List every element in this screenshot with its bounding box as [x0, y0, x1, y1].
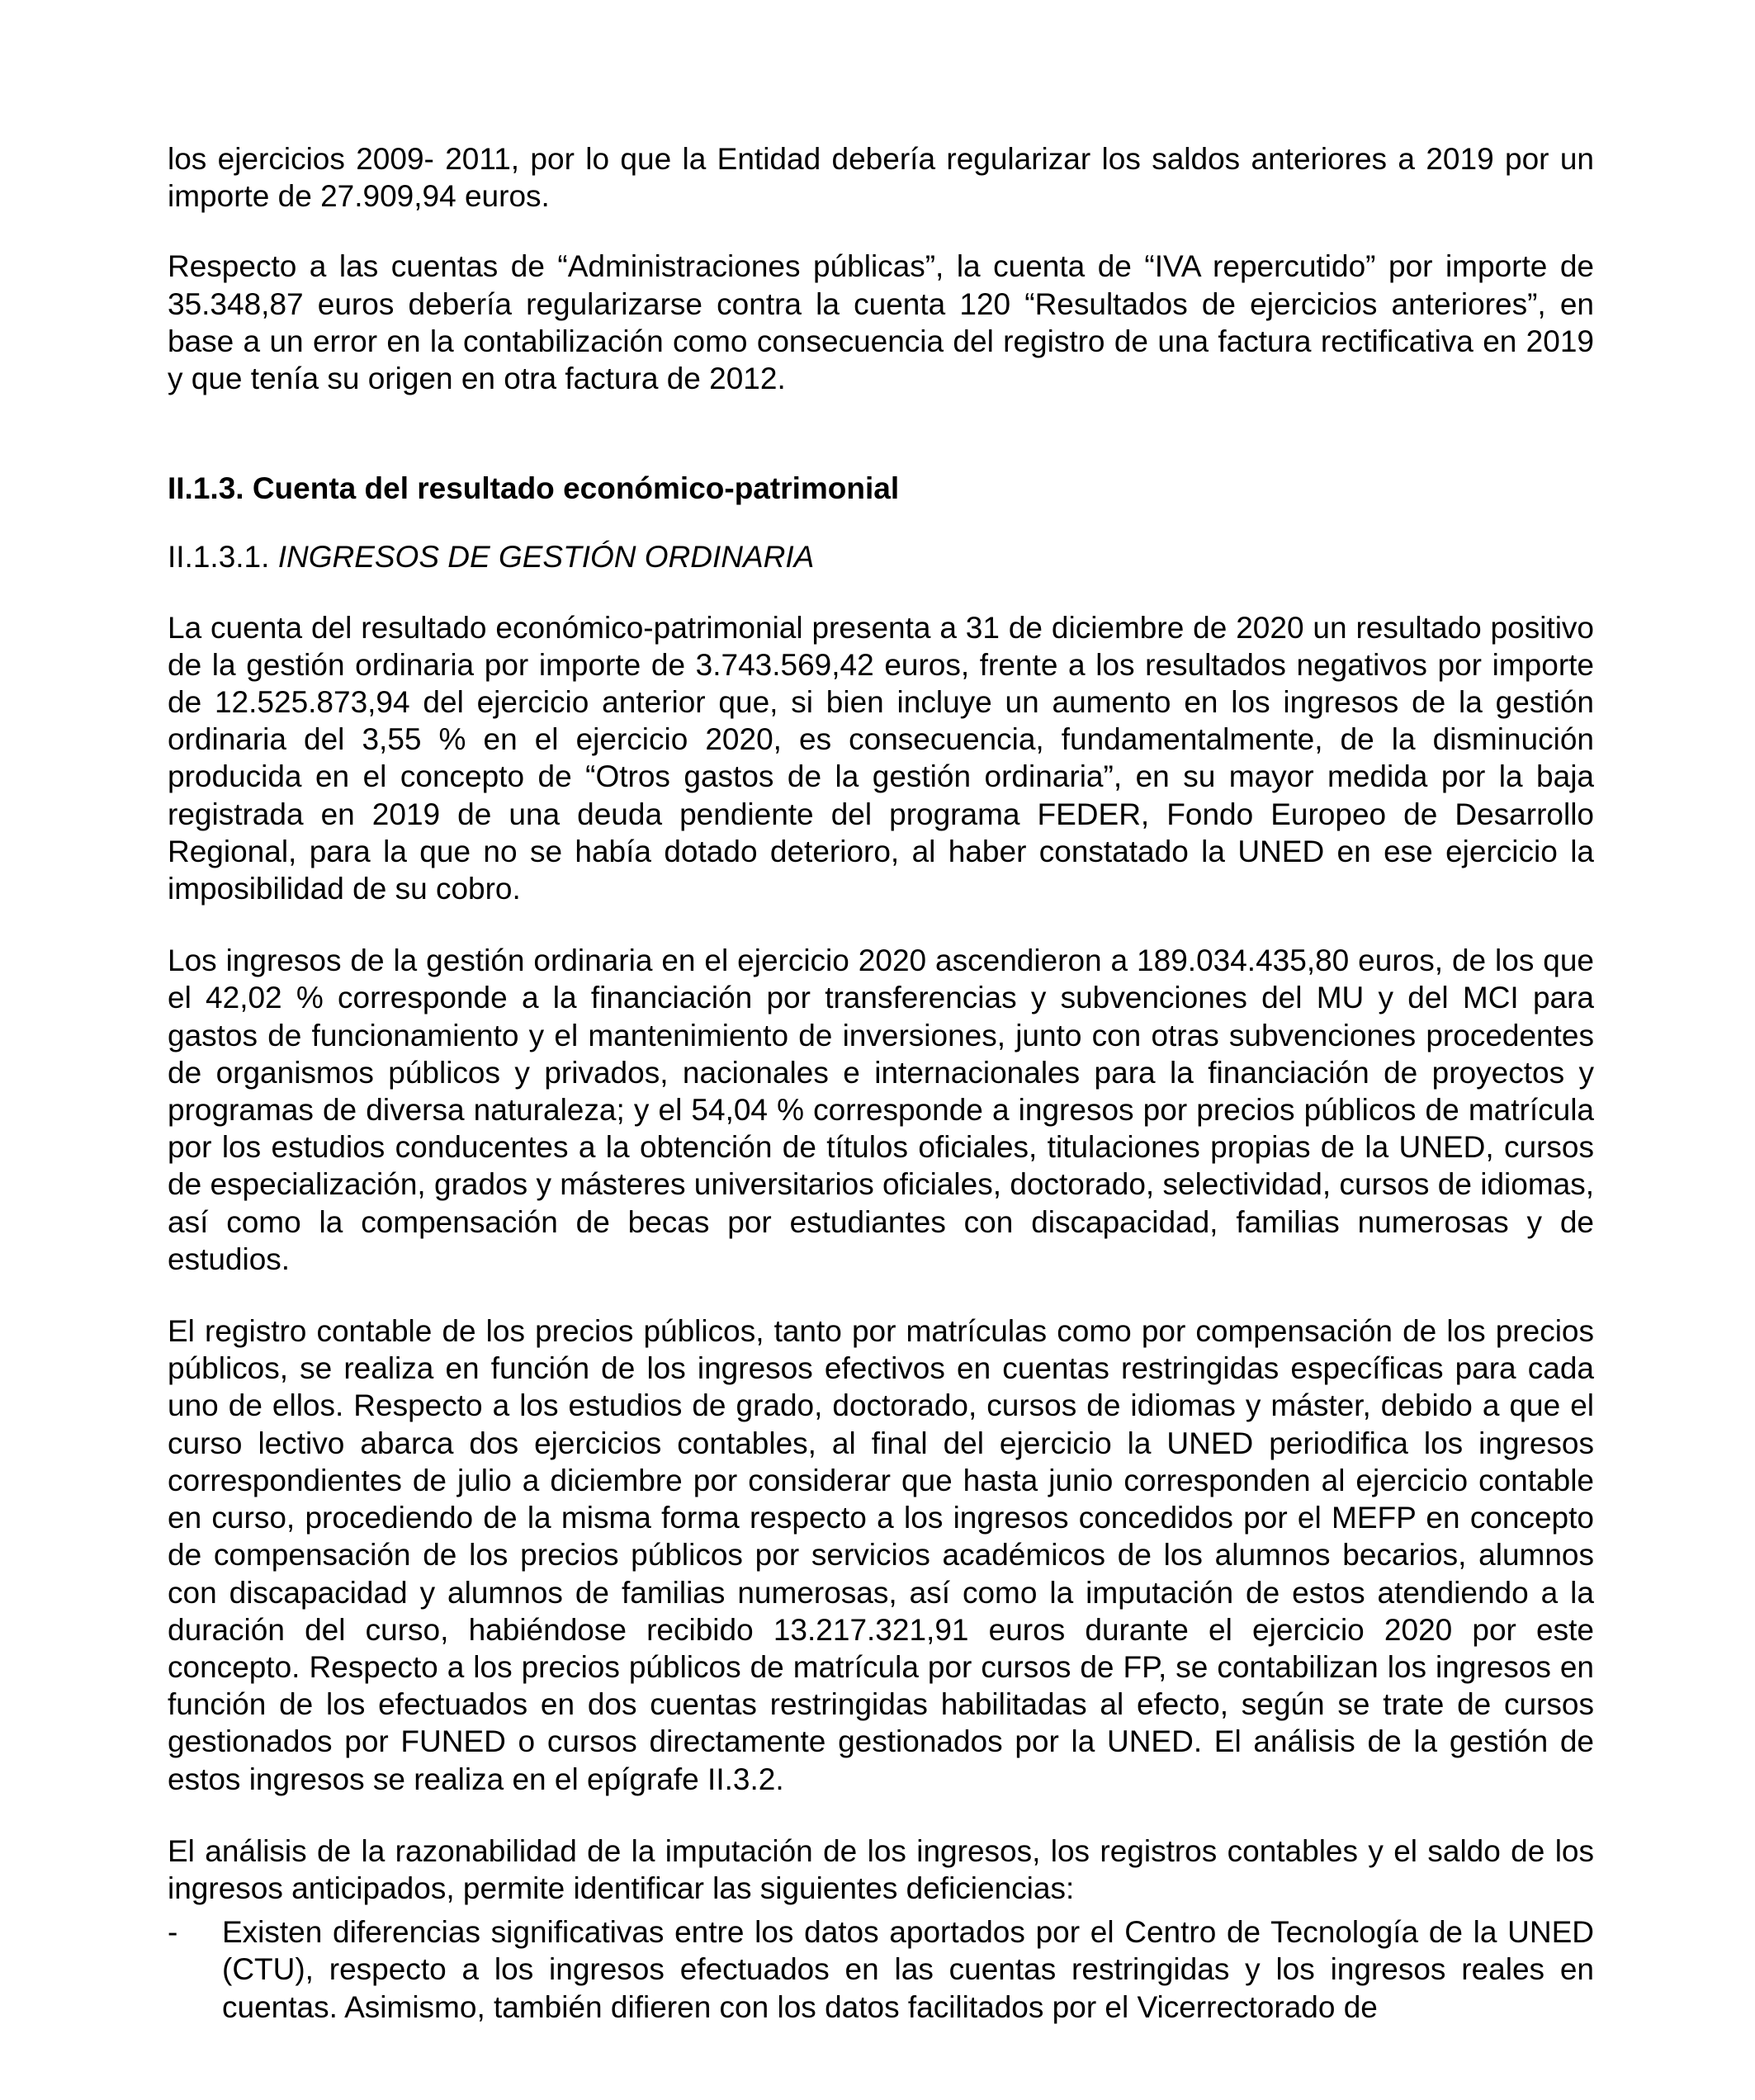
subsection-heading: [168, 538, 1594, 575]
list-item: [168, 1913, 1594, 2026]
paragraph-vat-account: Respecto a las cuentas de “Administraciones públicas”, la cuenta de “IVA repercutido” por importe de 35.348,87 euros debería regularizarse contra la cuenta 120 “Resultados de ejercicios anteriores”, en base a un error en la contabilización como consecuencia del registro de una factura rectificativa en 2019 y que tenía su origen en otra factura de 2012.: [168, 249, 1594, 396]
paragraph-ordinary-income: Los ingresos de la gestión ordinaria en el ejercicio 2020 ascendieron a 189.034.435,80 euros, de los que el 42,02 % corresponde a la financiación por transferencias y subvenciones del MU y del MCI para gastos de funcionamiento y el mantenimiento de inversiones, junto con otras subvenciones procedentes de organismos públicos y privados, nacionales e internacionales para la financiación de proyectos y programas de diversa naturaleza; y el 54,04 % corresponde a ingresos por precios públicos de matrícula por los estudios conducentes a la obtención de títulos oficiales, titulaciones propias de la UNED, cursos de especialización, grados y másteres universitarios oficiales, doctorado, selectividad, cursos de idiomas, así como la compensación de becas por estudiantes con discapacidad, familias numerosas y de estudios.: [168, 944, 1594, 1276]
deficiencies-list: [168, 1913, 1594, 2026]
paragraph-deficiencies-intro: El análisis de la razonabilidad de la imputación de los ingresos, los registros contables y el saldo de los ingresos anticipados, permite identificar las siguientes deficiencias:: [168, 1833, 1594, 1905]
section-heading: II.1.3. Cuenta del resultado económico-patrimonial: [168, 471, 900, 506]
list-item-marker: -: [168, 1915, 178, 1950]
subsection-number: II.1.3.1.: [168, 540, 270, 575]
paragraph-public-prices: El registro contable de los precios públicos, tanto por matrículas como por compensación de los precios públicos, se realiza en función de los ingresos efectivos en cuentas restringidas específicas para cada uno de ellos. Respecto a los estudios de grado, doctorado, cursos de idiomas y máster, debido a que el curso lectivo abarca dos ejercicios contables, al final del ejercicio la UNED periodifica los ingresos correspondientes de julio a diciembre por considerar que hasta junio corresponden al ejercicio contable en curso, procediendo de la misma forma respecto a los ingresos concedidos por el MEFP en concepto de compensación de los precios públicos por servicios académicos de los alumnos becarios, alumnos con discapacidad y alumnos de familias numerosas, así como la imputación de estos atendiendo a la duración del curso, habiéndose recibido 13.217.321,91 euros durante el ejercicio 2020 por este concepto. Respecto a los precios públicos de matrícula por cursos de FP, se contabilizan los ingresos en función de los efectuados en dos cuentas restringidas habilitadas al efecto, según se trate de cursos gestionados por FUNED o cursos directamente gestionados por la UNED. El análisis de la gestión de estos ingresos se realiza en el epígrafe II.3.2.: [168, 1314, 1594, 1796]
list-item-text: Existen diferencias significativas entre los datos aportados por el Centro de Tecnología de la UNED (CTU), respecto a los ingresos efectuados en las cuentas restringidas y los ingresos reales en cuentas. Asimismo, también difieren con los datos facilitados por el Vicerrectorado de: [222, 1915, 1594, 2024]
subsection-title: INGRESOS DE GESTIÓN ORDINARIA: [277, 540, 815, 575]
document-page: [168, 140, 1594, 2026]
paragraph-regularization-2009-2011: los ejercicios 2009- 2011, por lo que la Entidad debería regularizar los saldos anteriores a 2019 por un importe de 27.909,94 euros.: [168, 142, 1594, 214]
paragraph-result-account: La cuenta del resultado económico-patrimonial presenta a 31 de diciembre de 2020 un resultado positivo de la gestión ordinaria por importe de 3.743.569,42 euros, frente a los resultados negativos por importe de 12.525.873,94 del ejercicio anterior que, si bien incluye un aumento en los ingresos de la gestión ordinaria del 3,55 % en el ejercicio 2020, es consecuencia, fundamentalmente, de la disminución producida en el concepto de “Otros gastos de la gestión ordinaria”, en su mayor medida por la baja registrada en 2019 de una deuda pendiente del programa FEDER, Fondo Europeo de Desarrollo Regional, para la que no se había dotado deterioro, al haber constatado la UNED en ese ejercicio la imposibilidad de su cobro.: [168, 610, 1594, 906]
